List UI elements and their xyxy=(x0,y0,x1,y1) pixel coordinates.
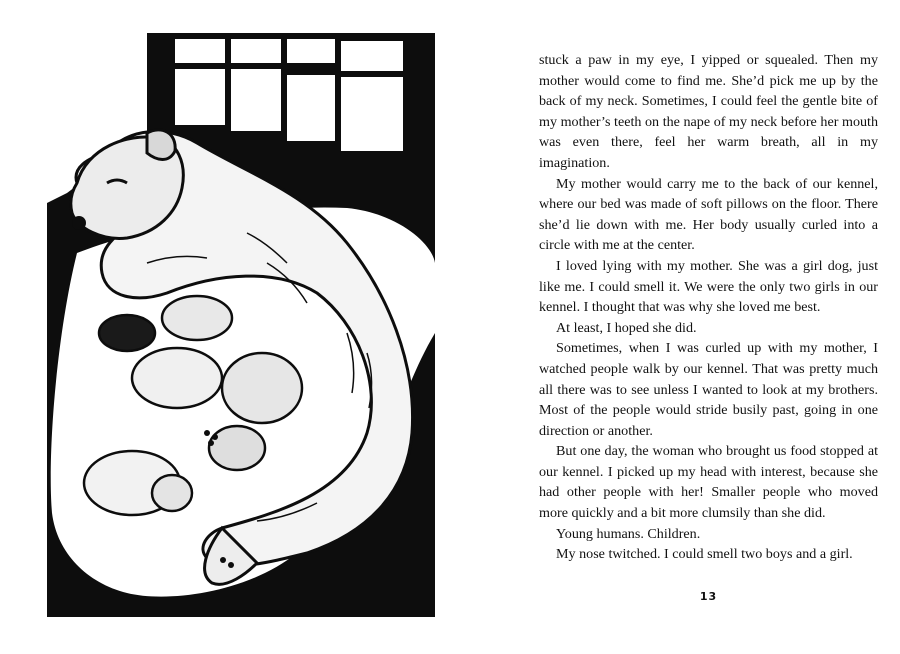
mother-dog-ear xyxy=(147,130,175,160)
dog-with-puppies-illustration xyxy=(47,33,435,617)
paragraph: But one day, the woman who brought us food stopped at our kennel. I picked up my head with interest, because she had other people with her! Smaller people who moved more quickly and a bit more clumsily than she did. xyxy=(539,443,878,522)
paragraph: I loved lying with my mother. She was a girl dog, just like me. I could smell it. We were the only two girls in our kennel. I thought that was why she loved me best. xyxy=(539,257,878,316)
puppy-center xyxy=(132,348,222,408)
paragraph: My nose twitched. I could smell two boys and a girl. xyxy=(556,546,853,563)
paragraph: My mother would carry me to the back of our kennel, where our bed was made of soft pillows on the floor. There she’d lie down with me. Her body usually curled into a circle with me at the center. xyxy=(539,175,878,254)
text-column xyxy=(539,50,878,565)
paragraph: Young humans. Children. xyxy=(556,525,701,542)
paragraph: Sometimes, when I was curled up with my mother, I watched people walk by our kennel. That was pretty much all there was to see unless I wanted to look at my brothers. Most of the people would stride busily past, going in one direction or another. xyxy=(539,340,878,439)
paragraph: At least, I hoped she did. xyxy=(556,319,697,336)
mother-dog-nose xyxy=(72,216,86,230)
dark-puppy xyxy=(99,315,155,351)
paragraph: stuck a paw in my eye, I yipped or squealed. Then my mother would come to find me. She’d pick me up by the back of my neck. Sometimes, I could feel the gentle bite of my mother’s teeth on the nape of my neck before her mouth was even there, feel her warm breath, all in my imagination. xyxy=(539,52,878,171)
page-number: 13 xyxy=(699,590,718,603)
